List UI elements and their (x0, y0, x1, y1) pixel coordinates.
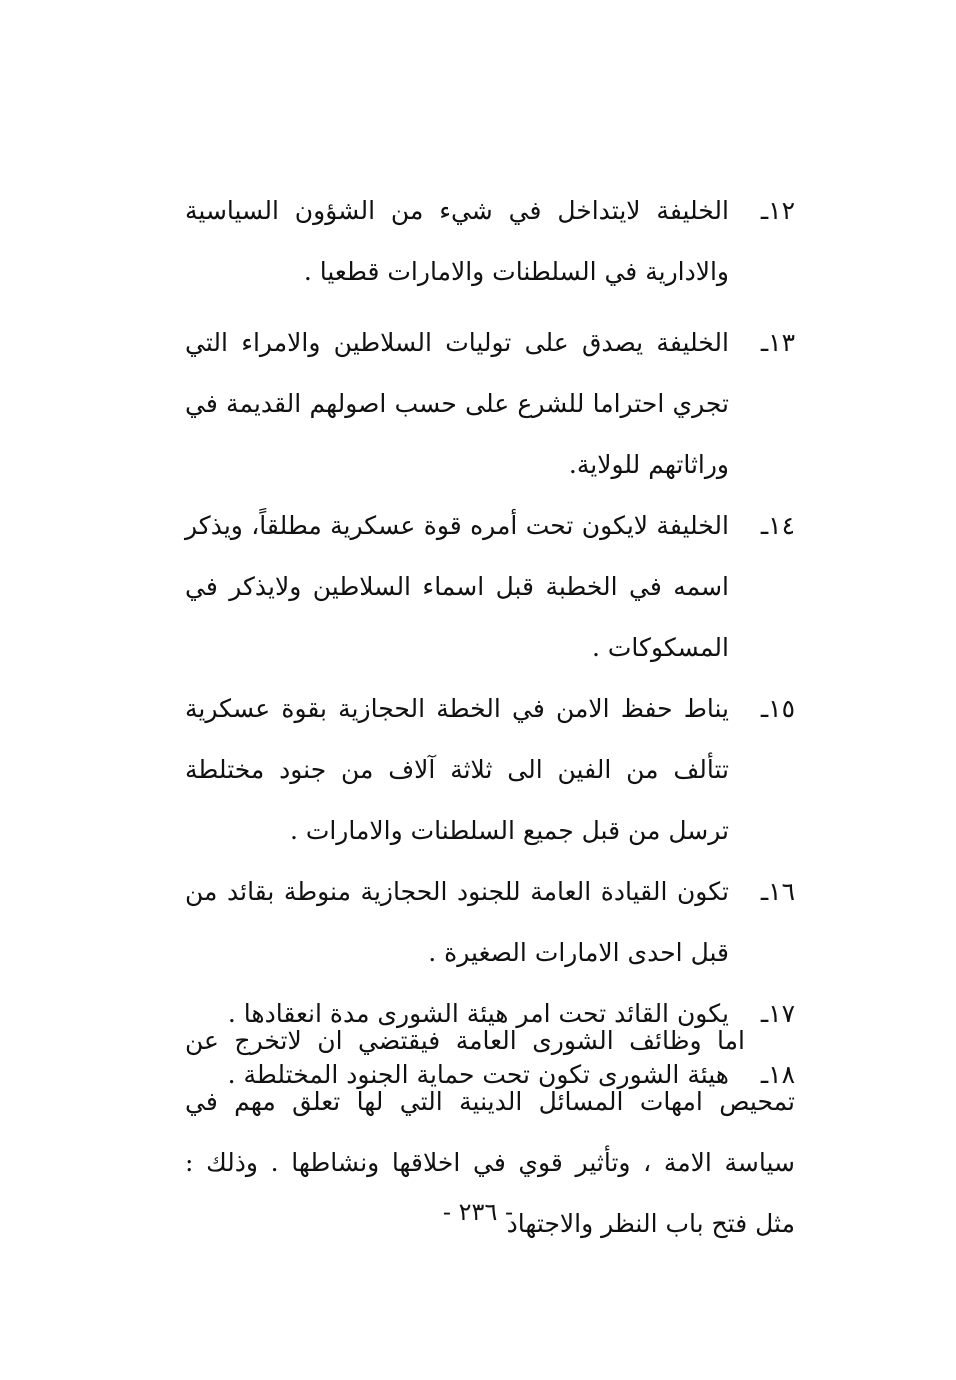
item-number: ١٣ـ (760, 328, 795, 357)
item-text: تكون القيادة العامة للجنود الحجازية منوطة بقائد من قبل احدى الامارات الصغيرة . (185, 877, 729, 967)
item-text: يناط حفظ الامن في الخطة الحجازية بقوة عسكرية تتألف من الفين الى ثلاثة آلاف من جنود مختلطة ترسل من قبل جميع السلطنات والامارات . (185, 694, 729, 845)
item-text: الخليفة لايكون تحت أمره قوة عسكرية مطلقاً، ويذكر اسمه في الخطبة قبل اسماء السلاطين ولايذكر في المسكوكات . (185, 511, 729, 662)
item-number: ١٥ـ (760, 694, 795, 723)
list-item (185, 495, 795, 678)
item-number: ١٨ـ (760, 1060, 795, 1089)
item-number: ١٤ـ (760, 511, 795, 540)
item-text: هيئة الشورى تكون تحت حماية الجنود المختلطة . (227, 1060, 729, 1089)
list-item (185, 678, 795, 861)
item-text: الخليفة يصدق على توليات السلاطين والامراء التي تجري احتراما للشرع على حسب اصولهم القديمة في وراثاتهم للولاية. (185, 328, 729, 479)
item-number: ١٢ـ (760, 196, 795, 225)
list-item (185, 861, 795, 983)
numbered-list (185, 180, 795, 1105)
list-item (185, 312, 795, 495)
page-number: - ٢٣٦ - (442, 1198, 514, 1226)
item-text: الخليفة لايتداخل في شيء من الشؤون السياسية والادارية في السلطنات والامارات قطعيا . (185, 196, 729, 286)
item-text: يكون القائد تحت امر هيئة الشورى مدة انعقادها . (227, 999, 729, 1028)
item-number: ١٧ـ (760, 999, 795, 1028)
list-item (185, 180, 795, 302)
body-paragraph: اما وظائف الشورى العامة فيقتضي ان لاتخرج عن تمحيص امهات المسائل الدينية التي لها تعلق مهم في سياسة الامة ، وتأثير قوي في اخلاقها ونشاطها . وذلك : مثل فتح باب النظر والاجتهاد (185, 1026, 795, 1238)
item-number: ١٦ـ (760, 877, 795, 906)
